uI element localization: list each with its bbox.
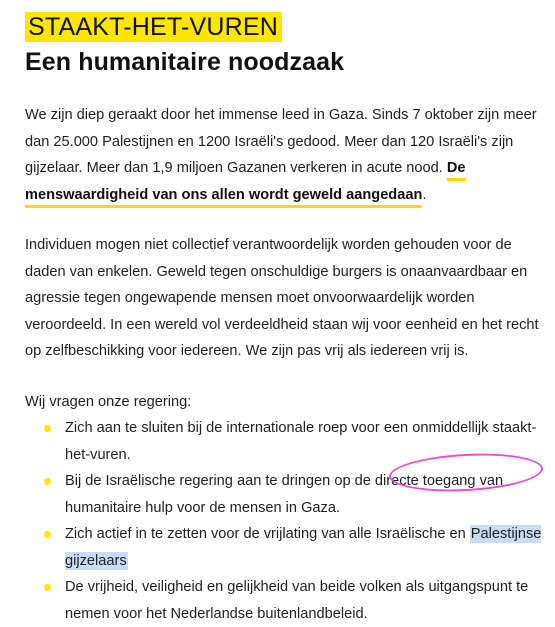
bullet-icon (44, 584, 51, 591)
demands-intro: Wij vragen onze regering: (25, 393, 192, 410)
bullet-icon (44, 478, 51, 485)
list-item (25, 468, 547, 521)
demands-list (25, 415, 547, 627)
paragraph-principles: Individuen mogen niet collectief verantwoordelijk worden gehouden voor de daden van enkelen. Geweld tegen onschuldige burgers is onaanvaardbaar en agressie tegen ongewapende mensen moet onvoorwaardelijk worden veroordeeld. In een wereld vol verdeeldheid staan wij voor eenheid en het recht op zelfbeschikking voor iedereen. We zijn pas vrij als iedereen vrij is. (25, 237, 539, 359)
highlighted-statement: De menswaardigheid van ons allen wordt geweld aangedaan (25, 160, 466, 208)
bullet-icon (44, 425, 51, 432)
list-item (25, 574, 547, 627)
selected-text[interactable]: Palestijnse gijzelaars (65, 526, 542, 569)
list-item-text: Bij de Israëlische regering aan te dringen op de directe toegang van humanitaire hulp voor de mensen in Gaza. (65, 473, 504, 516)
page-title: Een humanitaire noodzaak (25, 48, 345, 76)
list-item-text: Zich actief in te zetten voor de vrijlating van alle Israëlische en (65, 526, 470, 542)
paragraph-intro-end: . (422, 186, 427, 203)
paragraph-intro-text: We zijn diep geraakt door het immense leed in Gaza. Sinds 7 oktober zijn meer dan 25.000 Palestijnen en 1200 Israëli's gedood. Meer dan 120 Israëli's zijn gijzelaar. Meer dan 1,9 miljoen Gazanen verkeren in acute nood. (25, 107, 537, 176)
list-item (25, 415, 547, 468)
list-item-text: De vrijheid, veiligheid en gelijkheid van beide volken als uitgangspunt te nemen voor het Nederlandse buitenlandbeleid. (65, 579, 529, 622)
paragraph-intro (25, 102, 547, 208)
list-item-text: Zich aan te sluiten bij de internationale roep voor een onmiddellijk staakt-het-vuren. (65, 420, 537, 463)
list-item (25, 521, 547, 574)
kicker-label: STAAKT-HET-VUREN (25, 12, 282, 42)
